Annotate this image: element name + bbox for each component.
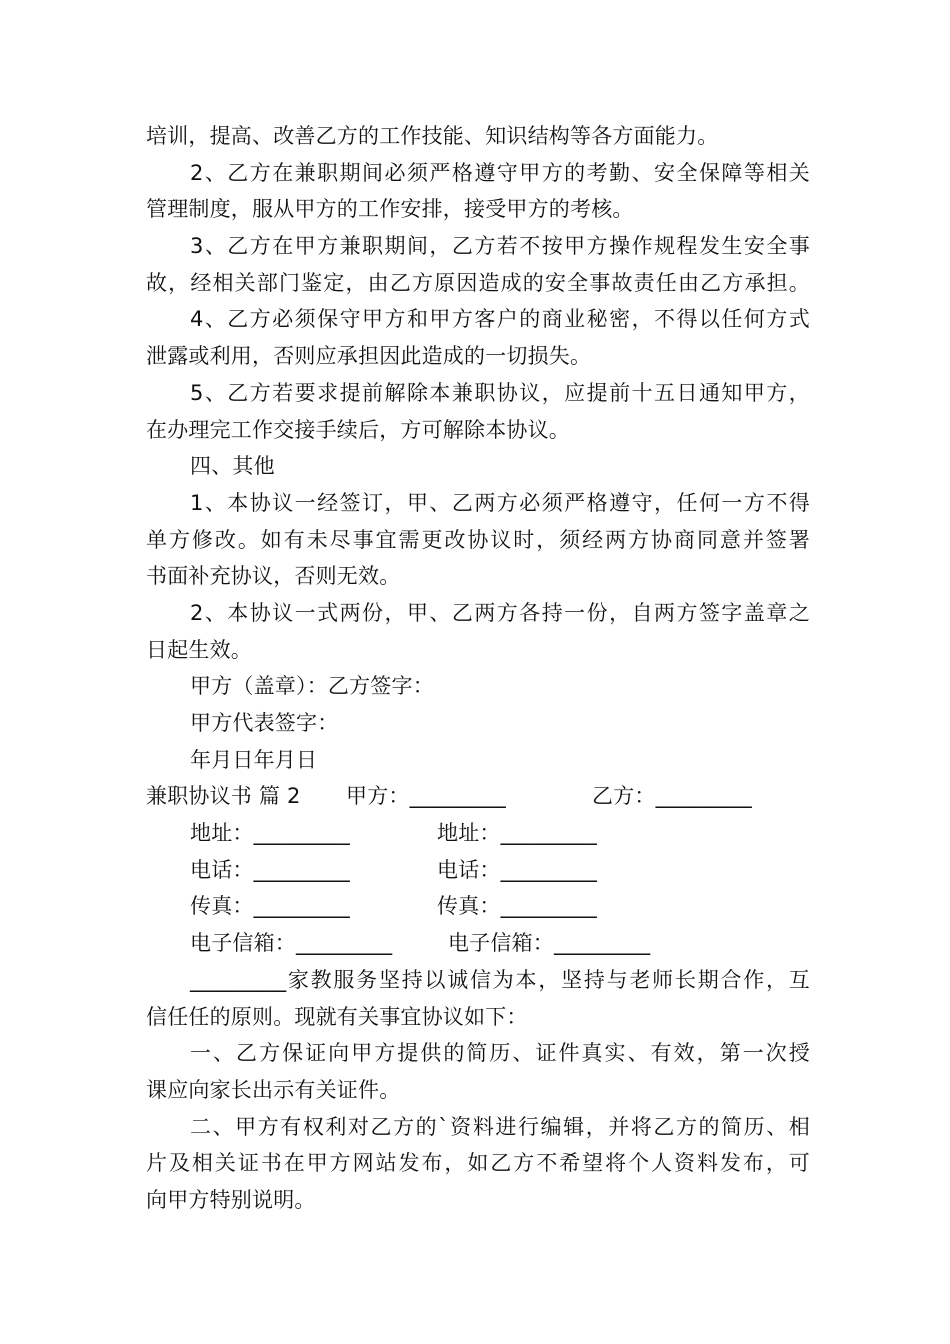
paragraph-line: 书面补充协议，否则无效。 — [146, 564, 401, 589]
paragraph-line: 4、乙方必须保守甲方和甲方客户的商业秘密，不得以任何方式 — [190, 307, 810, 332]
paragraph-line: 信任任的原则。现就有关事宜协议如下： — [146, 1004, 528, 1029]
party-b-phone: 电话：_________ — [437, 857, 597, 882]
paragraph-line: 3、乙方在甲方兼职期间，乙方若不按甲方操作规程发生安全事 — [190, 234, 810, 259]
party-a-email: 电子信箱：_________ — [190, 931, 393, 956]
signature-line: 甲方（盖章）：乙方签字： — [190, 674, 434, 699]
paragraph-line: 向甲方特别说明。 — [146, 1187, 316, 1212]
signature-line: 甲方代表签字： — [190, 711, 339, 735]
paragraph-line: 课应向家长出示有关证件。 — [146, 1077, 401, 1102]
paragraph-line: 日起生效。 — [146, 637, 252, 662]
paragraph-line: 泄露或利用，否则应承担因此造成的一切损失。 — [146, 344, 592, 369]
paragraph-line: _________家教服务坚持以诚信为本，坚持与老师长期合作，互 — [190, 967, 810, 992]
party-b-email: 电子信箱：_________ — [448, 931, 651, 956]
party-a-fax: 传真：_________ — [190, 894, 350, 919]
paragraph-line: 单方修改。如有未尽事宜需更改协议时，须经两方协商同意并签署 — [146, 527, 810, 552]
section-title: 兼职协议书 篇 2 — [146, 784, 301, 809]
party-a-phone: 电话：_________ — [190, 857, 350, 882]
field-row-phone — [146, 852, 810, 889]
paragraph-line: 一、乙方保证向甲方提供的简历、证件真实、有效，第一次授 — [190, 1041, 810, 1066]
paragraph-line: 在办理完工作交接手续后，方可解除本协议。 — [146, 417, 570, 442]
paragraph-line: 培训，提高、改善乙方的工作技能、知识结构等各方面能力。 — [146, 124, 719, 148]
paragraph-line: 故，经相关部门鉴定，由乙方原因造成的安全事故责任由乙方承担。 — [146, 270, 810, 295]
field-row-address — [146, 815, 810, 852]
paragraph-line: 1、本协议一经签订，甲、乙两方必须严格遵守，任何一方不得 — [190, 490, 810, 515]
paragraph-line: 2、乙方在兼职期间必须严格遵守甲方的考勤、安全保障等相关 — [190, 160, 810, 185]
paragraph-line: 5、乙方若要求提前解除本兼职协议，应提前十五日通知甲方， — [190, 380, 810, 405]
section-heading: 四、其他 — [190, 454, 275, 479]
paragraph-line: 管理制度，服从甲方的工作安排，接受甲方的考核。 — [146, 197, 634, 222]
header-row — [146, 778, 810, 815]
party-b-address: 地址：_________ — [437, 821, 597, 846]
party-a-address: 地址：_________ — [190, 821, 350, 846]
paragraph-line: 片及相关证书在甲方网站发布，如乙方不希望将个人资料发布，可 — [146, 1151, 810, 1176]
field-row-fax — [146, 888, 810, 925]
date-line: 年月日年月日 — [190, 747, 318, 772]
paragraph-line: 2、本协议一式两份，甲、乙两方各持一份，自两方签字盖章之 — [190, 600, 810, 625]
party-b-field: 乙方：_________ — [592, 784, 752, 809]
party-a-field: 甲方：_________ — [346, 784, 506, 809]
paragraph-line: 二、甲方有权利对乙方的`资料进行编辑，并将乙方的简历、相 — [190, 1114, 810, 1139]
party-b-fax: 传真：_________ — [437, 894, 597, 919]
field-row-email — [146, 925, 810, 962]
document-body — [146, 118, 810, 1219]
